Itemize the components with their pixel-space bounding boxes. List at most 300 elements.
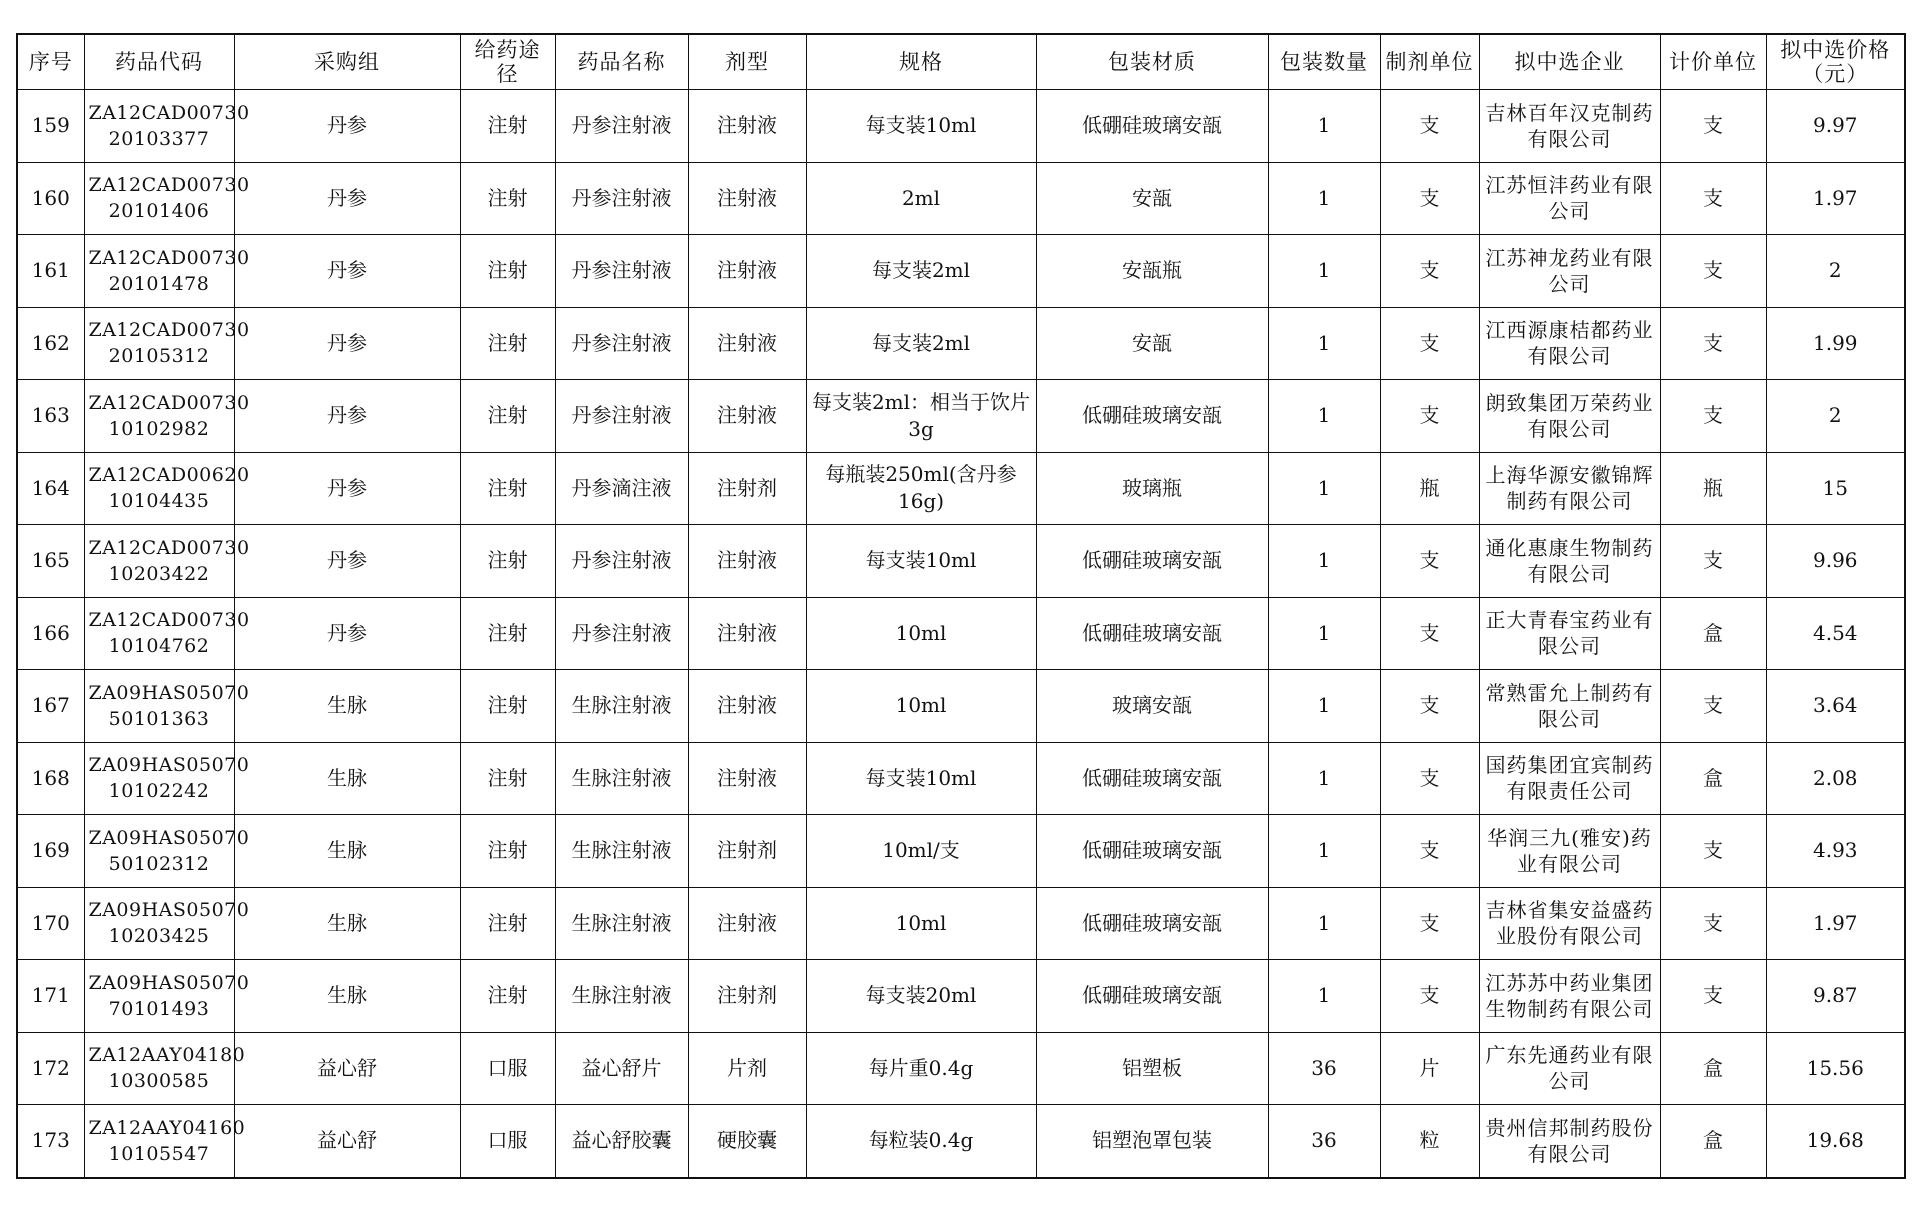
cell-dosage-form (688, 162, 806, 235)
cell-company (1479, 815, 1660, 888)
cell-company (1479, 162, 1660, 235)
cell-index (17, 307, 84, 380)
cell-procurement-group-text: 生脉 (327, 693, 367, 718)
cell-pack-quantity-text: 36 (1311, 1055, 1337, 1080)
cell-specification (806, 1105, 1036, 1178)
table-row (17, 162, 1905, 235)
cell-drug-code-text: ZA12CAD00730 20105312 (88, 319, 250, 368)
cell-index (17, 380, 84, 453)
cell-procurement-group (234, 742, 460, 815)
col-header-specification: 规格 (806, 34, 1036, 90)
cell-unit (1380, 235, 1479, 308)
cell-specification (806, 815, 1036, 888)
col-header-dosage-form: 剂型 (688, 34, 806, 90)
cell-index-text: 160 (31, 185, 70, 210)
table-row (17, 887, 1905, 960)
cell-dosage-form (688, 742, 806, 815)
cell-price-unit-text: 支 (1703, 113, 1723, 138)
cell-drug-code (84, 452, 250, 525)
cell-unit (1380, 1032, 1479, 1105)
cell-company-text: 贵州信邦制药股份有限公司 (1485, 1115, 1654, 1166)
cell-unit (1380, 742, 1479, 815)
cell-packaging-text: 玻璃安瓿 (1112, 693, 1192, 718)
cell-route (460, 815, 555, 888)
cell-price-unit (1660, 90, 1766, 163)
cell-unit-text: 支 (1419, 765, 1440, 790)
cell-drug-name-text: 丹参注射液 (571, 620, 672, 645)
cell-unit (1380, 670, 1479, 743)
cell-drug-code-text: ZA12CAD00730 10203422 (88, 536, 250, 585)
cell-specification (806, 380, 1036, 453)
cell-route (460, 452, 555, 525)
cell-pack-quantity (1268, 307, 1380, 380)
cell-dosage-form-text: 注射液 (717, 113, 777, 138)
cell-route-text: 注射 (487, 983, 528, 1008)
cell-drug-code-text: ZA12CAD00730 10104762 (88, 609, 250, 658)
cell-specification-text: 每粒装0.4g (868, 1128, 974, 1153)
cell-procurement-group-text: 丹参 (327, 620, 367, 645)
cell-price (1766, 380, 1905, 453)
cell-route (460, 380, 555, 453)
cell-drug-name (555, 670, 688, 743)
cell-packaging-text: 低硼硅玻璃安瓿 (1082, 620, 1222, 645)
cell-drug-code (84, 742, 250, 815)
cell-drug-name-text: 生脉注射液 (571, 693, 672, 718)
cell-drug-name-text: 丹参注射液 (571, 330, 672, 355)
cell-price-unit (1660, 235, 1766, 308)
cell-price-text: 9.87 (1812, 983, 1858, 1008)
cell-specification-text: 2ml (901, 185, 941, 210)
cell-pack-quantity (1268, 1032, 1380, 1105)
cell-company (1479, 670, 1660, 743)
cell-company (1479, 960, 1660, 1033)
cell-company-text: 江西源康桔都药业有限公司 (1485, 318, 1654, 369)
table-row (17, 1105, 1905, 1178)
cell-drug-name-text: 益心舒片 (581, 1055, 662, 1080)
cell-route-text: 口服 (487, 1128, 528, 1153)
cell-pack-quantity (1268, 887, 1380, 960)
cell-pack-quantity (1268, 162, 1380, 235)
cell-price-text: 2.08 (1812, 765, 1858, 790)
cell-dosage-form (688, 960, 806, 1033)
cell-drug-code-text: ZA12AAY04160 10105547 (88, 1116, 246, 1165)
cell-company (1479, 597, 1660, 670)
table-row (17, 742, 1905, 815)
cell-unit-text: 支 (1419, 185, 1440, 210)
cell-procurement-group (234, 815, 460, 888)
cell-pack-quantity-text: 1 (1317, 330, 1331, 355)
cell-route-text: 注射 (487, 330, 528, 355)
cell-index (17, 815, 84, 888)
cell-specification (806, 162, 1036, 235)
cell-packaging (1036, 670, 1268, 743)
cell-drug-code-text: ZA12AAY04180 10300585 (88, 1044, 246, 1093)
cell-specification-text: 10ml (895, 693, 947, 718)
cell-price-text: 9.97 (1812, 113, 1858, 138)
cell-packaging-text: 低硼硅玻璃安瓿 (1082, 113, 1222, 138)
cell-drug-name-text: 丹参注射液 (571, 113, 672, 138)
cell-pack-quantity-text: 1 (1317, 838, 1331, 863)
cell-specification-text: 10ml (895, 620, 947, 645)
cell-packaging-text: 安瓿 (1132, 330, 1172, 355)
cell-price-unit (1660, 380, 1766, 453)
cell-unit-text: 片 (1419, 1055, 1440, 1080)
cell-route-text: 注射 (487, 403, 528, 428)
cell-procurement-group (234, 1105, 460, 1178)
cell-drug-code (84, 1032, 246, 1105)
cell-packaging (1036, 1032, 1268, 1105)
cell-unit (1380, 960, 1479, 1033)
col-header-price-unit: 计价单位 (1660, 34, 1766, 90)
cell-procurement-group-text: 丹参 (327, 330, 367, 355)
cell-dosage-form (688, 452, 806, 525)
cell-procurement-group (234, 380, 460, 453)
cell-route-text: 注射 (487, 693, 528, 718)
cell-procurement-group (234, 670, 460, 743)
cell-company-text: 朗致集团万荣药业有限公司 (1485, 390, 1654, 441)
cell-unit-text: 支 (1419, 548, 1440, 573)
cell-specification-text: 每支装2ml (871, 330, 971, 355)
cell-specification (806, 742, 1036, 815)
cell-index (17, 597, 84, 670)
cell-unit-text: 支 (1419, 838, 1440, 863)
cell-unit (1380, 380, 1479, 453)
cell-unit (1380, 525, 1479, 598)
cell-index-text: 168 (31, 765, 70, 790)
cell-packaging (1036, 452, 1268, 525)
cell-company (1479, 1032, 1660, 1105)
cell-packaging-text: 玻璃瓶 (1122, 475, 1182, 500)
cell-drug-name (555, 1032, 688, 1105)
cell-packaging (1036, 380, 1268, 453)
cell-dosage-form-text: 注射液 (717, 403, 777, 428)
cell-dosage-form-text: 注射液 (717, 910, 777, 935)
cell-price (1766, 597, 1905, 670)
cell-company-text: 华润三九(雅安)药业有限公司 (1487, 825, 1652, 876)
cell-procurement-group-text: 丹参 (327, 403, 367, 428)
cell-route-text: 注射 (487, 475, 528, 500)
cell-unit-text: 支 (1419, 113, 1440, 138)
cell-packaging (1036, 525, 1268, 598)
cell-index (17, 525, 84, 598)
cell-drug-code-text: ZA12CAD00730 10102982 (88, 391, 250, 440)
cell-procurement-group (234, 960, 460, 1033)
cell-drug-name (555, 307, 688, 380)
cell-dosage-form-text: 注射液 (717, 765, 777, 790)
cell-index-text: 170 (31, 910, 70, 935)
cell-route (460, 887, 555, 960)
cell-procurement-group (234, 452, 460, 525)
cell-drug-name-text: 生脉注射液 (571, 765, 672, 790)
cell-pack-quantity-text: 1 (1317, 113, 1331, 138)
cell-pack-quantity (1268, 90, 1380, 163)
cell-price-text: 1.97 (1812, 910, 1858, 935)
cell-unit-text: 支 (1419, 620, 1440, 645)
cell-drug-code-text: ZA12CAD00730 20101406 (88, 174, 250, 223)
cell-specification-text: 每支装10ml (865, 765, 977, 790)
cell-price-unit-text: 支 (1703, 258, 1723, 283)
cell-drug-code-text: ZA12CAD00730 20101478 (88, 246, 250, 295)
cell-index (17, 452, 84, 525)
cell-price-unit-text: 支 (1703, 693, 1723, 718)
cell-specification (806, 90, 1036, 163)
cell-price-text: 1.97 (1812, 185, 1858, 210)
cell-dosage-form-text: 注射液 (717, 548, 777, 573)
cell-price (1766, 887, 1905, 960)
cell-dosage-form-text: 注射液 (717, 693, 777, 718)
cell-route (460, 597, 555, 670)
cell-procurement-group (234, 235, 460, 308)
cell-price-unit (1660, 1032, 1766, 1105)
cell-specification (806, 887, 1036, 960)
cell-packaging-text: 低硼硅玻璃安瓿 (1082, 983, 1222, 1008)
cell-index-text: 161 (31, 258, 70, 283)
cell-drug-name (555, 597, 688, 670)
cell-dosage-form (688, 235, 806, 308)
cell-pack-quantity (1268, 742, 1380, 815)
cell-drug-code (84, 525, 250, 598)
cell-price-unit (1660, 1105, 1766, 1178)
cell-route (460, 1105, 555, 1178)
cell-company-text: 江苏苏中药业集团生物制药有限公司 (1485, 970, 1654, 1021)
cell-dosage-form-text: 注射液 (717, 620, 777, 645)
cell-pack-quantity (1268, 525, 1380, 598)
cell-pack-quantity-text: 1 (1317, 765, 1331, 790)
cell-index-text: 164 (31, 475, 70, 500)
drug-price-table-sheet (16, 33, 1904, 1179)
cell-route (460, 742, 555, 815)
table-row (17, 525, 1905, 598)
cell-route (460, 525, 555, 598)
table-body (17, 90, 1905, 1178)
cell-drug-name-text: 丹参滴注液 (571, 475, 672, 500)
cell-company (1479, 887, 1660, 960)
cell-drug-name (555, 452, 688, 525)
cell-packaging-text: 安瓿 (1132, 185, 1172, 210)
cell-company-text: 江苏恒沣药业有限公司 (1485, 173, 1654, 224)
cell-price-unit-text: 支 (1703, 330, 1723, 355)
cell-unit-text: 支 (1419, 330, 1440, 355)
cell-drug-code-text: ZA12CAD00730 20103377 (88, 101, 250, 150)
cell-unit (1380, 162, 1479, 235)
cell-drug-name-text: 益心舒胶囊 (571, 1128, 672, 1153)
cell-packaging-text: 低硼硅玻璃安瓿 (1082, 765, 1222, 790)
cell-price-text: 19.68 (1806, 1128, 1864, 1153)
cell-drug-code (84, 887, 250, 960)
cell-company (1479, 1105, 1660, 1178)
cell-company-text: 江苏神龙药业有限公司 (1485, 245, 1654, 296)
cell-drug-name (555, 960, 688, 1033)
cell-route (460, 960, 555, 1033)
cell-route-text: 口服 (487, 1055, 528, 1080)
col-header-unit: 制剂单位 (1380, 34, 1479, 90)
cell-packaging (1036, 815, 1268, 888)
cell-drug-name (555, 525, 688, 598)
cell-specification-text: 每支装10ml (865, 113, 977, 138)
cell-price (1766, 235, 1905, 308)
cell-price-unit (1660, 452, 1766, 525)
cell-price-text: 15.56 (1806, 1055, 1864, 1080)
cell-drug-name-text: 生脉注射液 (571, 910, 672, 935)
cell-pack-quantity-text: 1 (1317, 693, 1331, 718)
cell-specification (806, 525, 1036, 598)
cell-company-text: 吉林百年汉克制药有限公司 (1485, 100, 1654, 151)
cell-price-unit (1660, 742, 1766, 815)
cell-specification-text: 每支装2ml (871, 258, 971, 283)
cell-route-text: 注射 (487, 838, 528, 863)
cell-dosage-form-text: 注射液 (717, 185, 777, 210)
cell-dosage-form-text: 片剂 (727, 1055, 767, 1080)
col-header-price: 拟中选价格（元） (1766, 34, 1905, 90)
cell-pack-quantity (1268, 235, 1380, 308)
cell-route (460, 670, 555, 743)
cell-pack-quantity (1268, 1105, 1380, 1178)
cell-company (1479, 525, 1660, 598)
cell-unit (1380, 815, 1479, 888)
cell-route-text: 注射 (487, 548, 528, 573)
cell-pack-quantity-text: 36 (1311, 1128, 1337, 1153)
cell-unit-text: 支 (1419, 403, 1440, 428)
cell-dosage-form (688, 670, 806, 743)
cell-price-unit (1660, 525, 1766, 598)
cell-dosage-form (688, 307, 806, 380)
cell-index-text: 165 (31, 548, 70, 573)
cell-packaging-text: 低硼硅玻璃安瓿 (1082, 403, 1222, 428)
cell-packaging (1036, 1105, 1268, 1178)
cell-index (17, 670, 84, 743)
cell-index-text: 159 (31, 113, 70, 138)
col-header-procurement-group: 采购组 (234, 34, 460, 90)
table-row (17, 452, 1905, 525)
cell-index-text: 163 (31, 403, 70, 428)
cell-unit-text: 支 (1419, 693, 1440, 718)
cell-company (1479, 452, 1660, 525)
cell-dosage-form (688, 815, 806, 888)
cell-price-unit (1660, 670, 1766, 743)
cell-index-text: 171 (31, 983, 70, 1008)
cell-pack-quantity-text: 1 (1317, 185, 1331, 210)
cell-price-unit-text: 盒 (1703, 1128, 1723, 1153)
cell-dosage-form (688, 887, 806, 960)
cell-pack-quantity (1268, 815, 1380, 888)
cell-price-text: 4.54 (1812, 620, 1858, 645)
cell-company-text: 吉林省集安益盛药业股份有限公司 (1485, 898, 1654, 949)
cell-packaging (1036, 597, 1268, 670)
cell-drug-code-text: ZA09HAS05070 10102242 (88, 754, 250, 803)
cell-unit (1380, 597, 1479, 670)
header-row (17, 34, 1905, 90)
cell-price-unit-text: 盒 (1703, 620, 1723, 645)
cell-procurement-group-text: 生脉 (327, 765, 367, 790)
cell-unit-text: 支 (1419, 258, 1440, 283)
cell-drug-code-text: ZA09HAS05070 10203425 (88, 899, 250, 948)
cell-procurement-group-text: 丹参 (327, 548, 367, 573)
cell-specification-text: 每片重0.4g (868, 1055, 974, 1080)
cell-pack-quantity (1268, 452, 1380, 525)
cell-drug-name-text: 丹参注射液 (571, 548, 672, 573)
cell-packaging-text: 安瓿瓶 (1122, 258, 1182, 283)
cell-dosage-form-text: 注射液 (717, 258, 777, 283)
cell-route (460, 307, 555, 380)
table-row (17, 307, 1905, 380)
cell-unit-text: 瓶 (1419, 475, 1440, 500)
cell-drug-code-text: ZA09HAS05070 70101493 (88, 971, 250, 1020)
cell-procurement-group-text: 生脉 (327, 983, 367, 1008)
table-row (17, 1032, 1905, 1105)
cell-drug-code-text: ZA12CAD00620 10104435 (88, 464, 250, 513)
cell-drug-name-text: 丹参注射液 (571, 258, 672, 283)
table-row (17, 90, 1905, 163)
cell-packaging (1036, 960, 1268, 1033)
cell-company (1479, 742, 1660, 815)
cell-procurement-group (234, 90, 460, 163)
cell-pack-quantity-text: 1 (1317, 910, 1331, 935)
cell-dosage-form (688, 1105, 806, 1178)
cell-specification-text: 10ml/支 (882, 838, 960, 863)
cell-price-unit-text: 支 (1703, 548, 1723, 573)
cell-drug-code (84, 307, 250, 380)
cell-route-text: 注射 (487, 765, 528, 790)
cell-company (1479, 90, 1660, 163)
cell-company-text: 通化惠康生物制药有限公司 (1485, 535, 1654, 586)
cell-index (17, 235, 84, 308)
cell-procurement-group-text: 丹参 (327, 185, 367, 210)
table-row (17, 670, 1905, 743)
cell-drug-name-text: 生脉注射液 (571, 983, 672, 1008)
cell-index (17, 1032, 84, 1105)
cell-specification-text: 10ml (895, 910, 947, 935)
cell-drug-name (555, 380, 688, 453)
cell-specification (806, 452, 1036, 525)
cell-specification (806, 960, 1036, 1033)
cell-price-unit-text: 支 (1703, 983, 1723, 1008)
cell-procurement-group-text: 丹参 (327, 113, 367, 138)
cell-dosage-form-text: 注射液 (717, 330, 777, 355)
cell-drug-name-text: 生脉注射液 (571, 838, 672, 863)
cell-unit-text: 支 (1419, 910, 1440, 935)
table-row (17, 960, 1905, 1033)
cell-packaging (1036, 90, 1268, 163)
cell-packaging (1036, 887, 1268, 960)
cell-drug-name (555, 162, 688, 235)
cell-price-text: 3.64 (1812, 693, 1858, 718)
cell-dosage-form-text: 注射剂 (717, 838, 777, 863)
cell-specification (806, 670, 1036, 743)
cell-price (1766, 90, 1905, 163)
cell-drug-code (84, 380, 250, 453)
cell-unit (1380, 887, 1479, 960)
cell-procurement-group (234, 1032, 460, 1105)
cell-pack-quantity (1268, 380, 1380, 453)
cell-index-text: 169 (31, 838, 70, 863)
cell-specification (806, 1032, 1036, 1105)
cell-drug-code (84, 1105, 246, 1178)
cell-price (1766, 1032, 1905, 1105)
cell-pack-quantity-text: 1 (1317, 983, 1331, 1008)
cell-route (460, 90, 555, 163)
cell-procurement-group (234, 525, 460, 598)
cell-packaging (1036, 235, 1268, 308)
cell-route-text: 注射 (487, 113, 528, 138)
cell-price-unit-text: 盒 (1703, 1055, 1723, 1080)
cell-company-text: 广东先通药业有限公司 (1485, 1043, 1654, 1094)
cell-price-unit (1660, 597, 1766, 670)
cell-company (1479, 235, 1660, 308)
cell-index (17, 887, 84, 960)
cell-price (1766, 1105, 1905, 1178)
cell-route-text: 注射 (487, 620, 528, 645)
table-row (17, 815, 1905, 888)
